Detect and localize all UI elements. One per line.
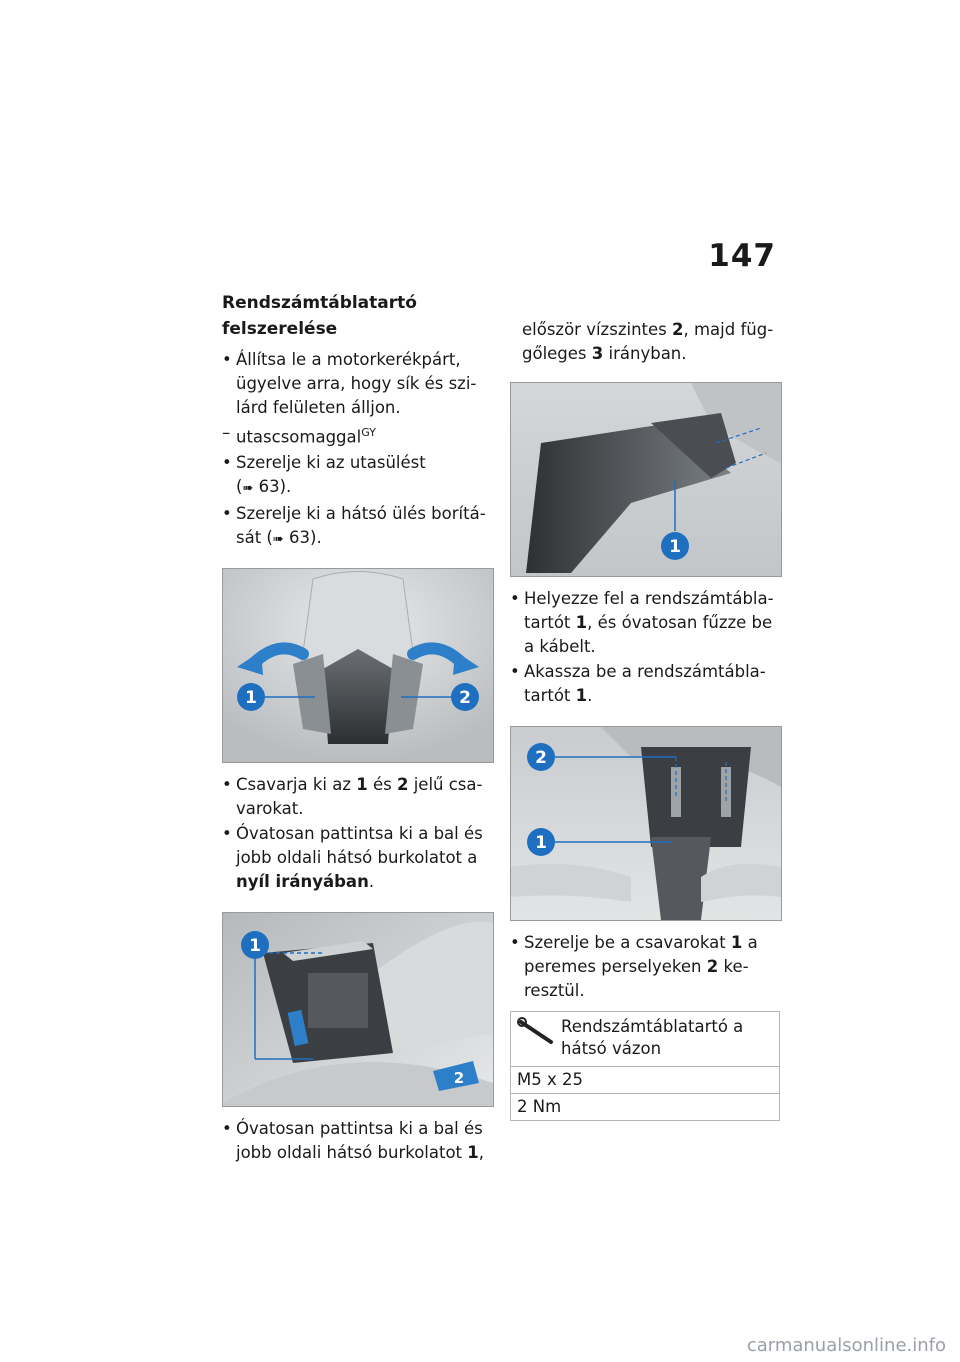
torque-wrench-icon bbox=[517, 1016, 561, 1054]
ref-arrow-icon: ➠ bbox=[242, 480, 254, 496]
list-item: • Szerelje ki az utasülést (➠ 63). bbox=[222, 451, 492, 501]
torque-table-header bbox=[511, 1012, 779, 1066]
figure-plate-holder-install bbox=[510, 382, 782, 577]
list-item-continued: először vízszintes 2, majd füg-gőleges 3 irányban. bbox=[522, 320, 774, 363]
list-item: • Akassza be a rendszámtábla-tartót 1. bbox=[510, 660, 780, 708]
list-item: • Óvatosan pattintsa ki a bal és jobb oldali hátsó burkolatot a nyíl irányában. bbox=[222, 822, 492, 894]
figure-rear-panel-removal bbox=[222, 912, 494, 1107]
figure-label: 2 bbox=[535, 748, 547, 768]
figure-label: 2 bbox=[459, 687, 471, 708]
torque-table-bolt: M5 x 25 bbox=[511, 1066, 779, 1093]
figure-label: 1 bbox=[249, 935, 261, 956]
figure-label: 1 bbox=[245, 687, 257, 708]
list-item: • Csavarja ki az 1 és 2 jelű csa-varokat. bbox=[222, 773, 492, 821]
left-column bbox=[222, 290, 492, 1166]
torque-table bbox=[510, 1011, 780, 1121]
list-item: • Helyezze fel a rendszámtábla-tartót 1, és óvatosan fűzze be a kábelt. bbox=[510, 587, 780, 659]
torque-table-value: 2 Nm bbox=[511, 1093, 779, 1120]
figure-label: 1 bbox=[535, 833, 547, 853]
section-title: Rendszámtáblatartó felszerelése bbox=[222, 293, 417, 339]
list-item: • Szerelje ki a hátsó ülés borítá-sát (➠ 63). bbox=[222, 502, 492, 552]
option-code: GY bbox=[361, 426, 376, 439]
figure-plate-holder-screws bbox=[510, 726, 782, 921]
figure-label: 2 bbox=[453, 1068, 465, 1087]
list-item-option: – utascsomaggal$^{GY}$ bbox=[222, 421, 492, 450]
list-item: • Óvatosan pattintsa ki a bal és jobb oldali hátsó burkolatot 1, bbox=[222, 1117, 492, 1165]
watermark: carmanualsonline.info bbox=[746, 1335, 946, 1356]
page-number: 147 bbox=[708, 238, 776, 274]
right-column bbox=[510, 318, 780, 1121]
ref-arrow-icon: ➠ bbox=[272, 531, 284, 547]
page-ref-link[interactable]: 63 bbox=[289, 527, 311, 547]
list-item: • Szerelje be a csavarokat 1 a peremes perselyeken 2 ke-resztül. bbox=[510, 931, 780, 1003]
page-ref-link[interactable]: 63 bbox=[258, 476, 280, 496]
list-item: • Állítsa le a motorkerékpárt, ügyelve arra, hogy sík és szi-lárd felületen álljon. bbox=[222, 348, 492, 420]
torque-table-title: Rendszámtáblatartó a hátsó vázon bbox=[561, 1017, 744, 1058]
figure-rear-covers-open bbox=[222, 568, 494, 763]
figure-label: 1 bbox=[669, 537, 681, 557]
